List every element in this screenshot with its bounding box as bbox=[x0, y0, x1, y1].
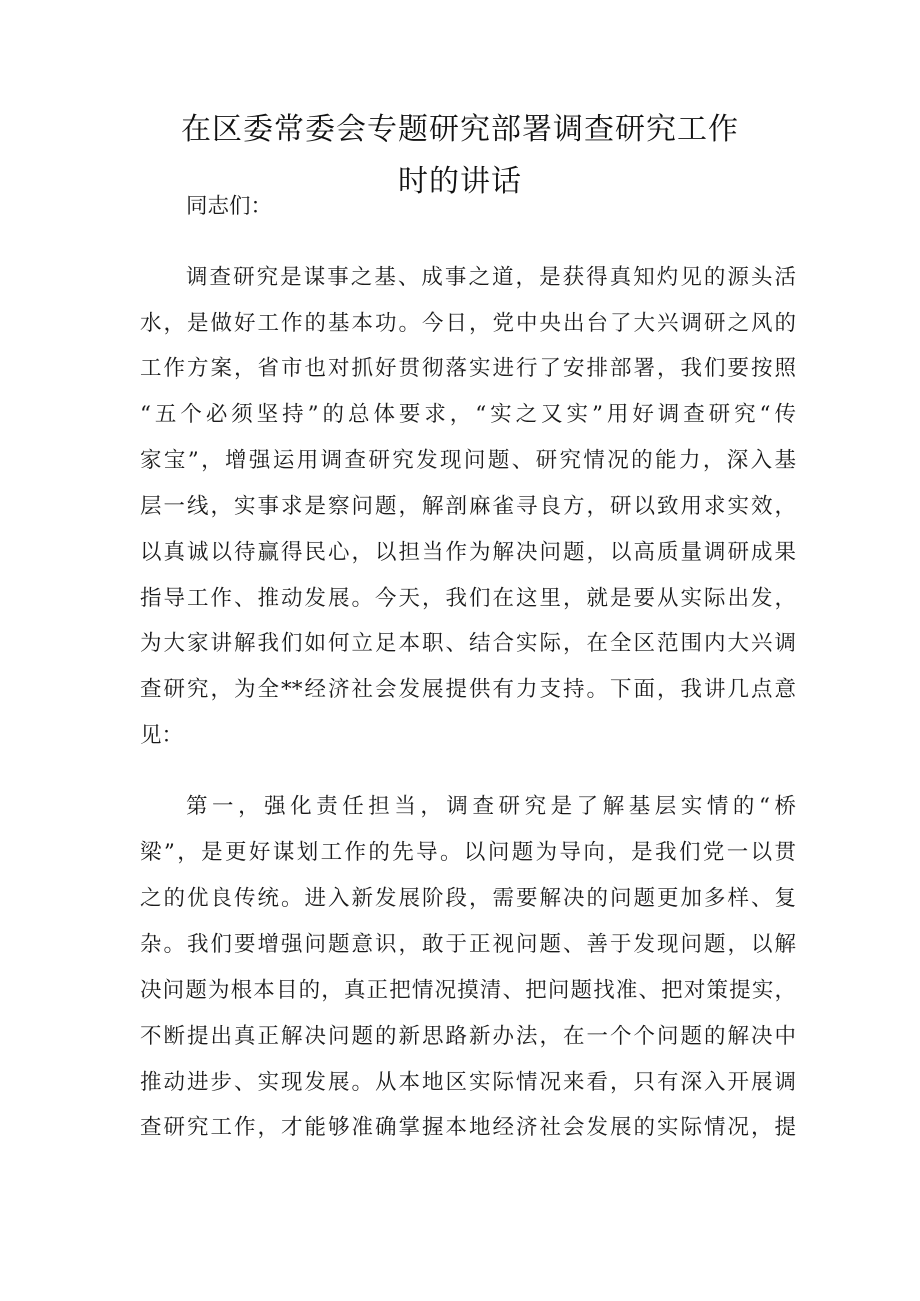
body-line: 杂。我们要增强问题意识，敢于正视问题、善于发现问题，以解 bbox=[140, 932, 796, 957]
body-line: “五个必须坚持”的总体要求，“实之又实”用好调查研究“传 bbox=[140, 402, 796, 427]
body-line: 调查研究是谋事之基、成事之道，是获得真知灼见的源头活 bbox=[186, 265, 796, 290]
body-line: 工作方案，省市也对抓好贯彻落实进行了安排部署，我们要按照 bbox=[140, 356, 796, 381]
body-line: 以真诚以待赢得民心，以担当作为解决问题，以高质量调研成果 bbox=[140, 540, 796, 565]
body-line: 查研究，为全**经济社会发展提供有力支持。下面，我讲几点意 bbox=[140, 677, 796, 702]
body-line: 为大家讲解我们如何立足本职、结合实际，在全区范围内大兴调 bbox=[140, 631, 796, 656]
body-line: 家宝”，增强运用调查研究发现问题、研究情况的能力，深入基 bbox=[140, 448, 796, 473]
body-line: 推动进步、实现发展。从本地区实际情况来看，只有深入开展调 bbox=[140, 1070, 796, 1095]
document-title-line-1: 在区委常委会专题研究部署调查研究工作 bbox=[181, 112, 739, 147]
body-line: 不断提出真正解决问题的新思路新办法，在一个个问题的解决中 bbox=[140, 1024, 796, 1049]
body-line: 第一，强化责任担当，调查研究是了解基层实情的“桥 bbox=[186, 794, 796, 819]
document-title-line-2: 时的讲话 bbox=[398, 164, 522, 199]
salutation: 同志们： bbox=[186, 194, 273, 219]
body-line: 指导工作、推动发展。今天，我们在这里，就是要从实际出发， bbox=[140, 586, 796, 611]
body-line: 查研究工作，才能够准确掌握本地经济社会发展的实际情况，提 bbox=[140, 1115, 796, 1140]
body-line: 见： bbox=[140, 723, 184, 748]
body-line: 之的优良传统。进入新发展阶段，需要解决的问题更加多样、复 bbox=[140, 886, 796, 911]
body-line: 水，是做好工作的基本功。今日，党中央出台了大兴调研之风的 bbox=[140, 311, 796, 336]
body-line: 决问题为根本目的，真正把情况摸清、把问题找准、把对策提实， bbox=[140, 978, 796, 1003]
body-line: 层一线，实事求是察问题，解剖麻雀寻良方，研以致用求实效， bbox=[140, 494, 796, 519]
body-line: 梁”，是更好谋划工作的先导。以问题为导向，是我们党一以贯 bbox=[140, 840, 796, 865]
